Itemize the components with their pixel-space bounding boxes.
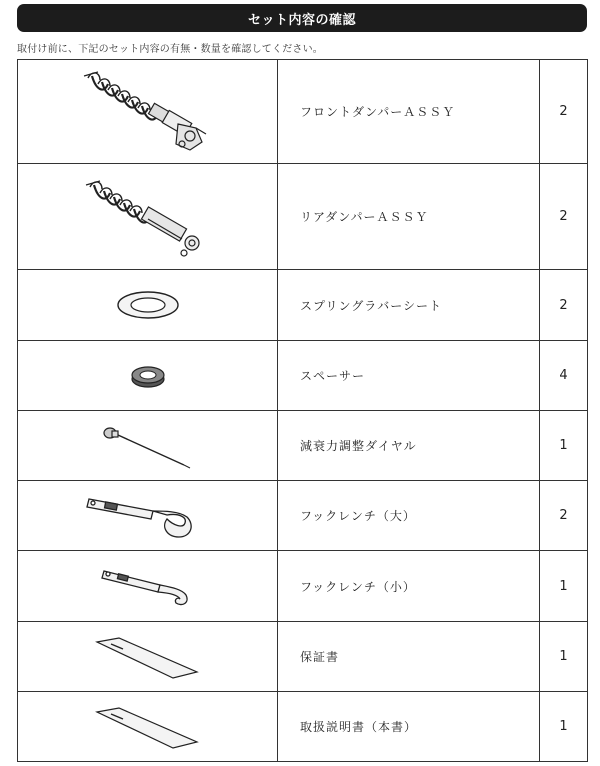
image-cell	[18, 164, 278, 270]
image-cell	[18, 60, 278, 164]
spring-rubber-seat-icon	[108, 285, 188, 325]
part-name: リアダンパーＡＳＳＹ	[278, 164, 540, 270]
parts-table	[17, 59, 588, 762]
damping-adjust-dial-icon	[98, 421, 198, 471]
part-quantity: 1	[540, 411, 588, 481]
hook-wrench-small-icon	[98, 561, 198, 611]
part-quantity: 1	[540, 551, 588, 622]
part-name: スプリングラバーシート	[278, 270, 540, 341]
part-name: フックレンチ（大）	[278, 481, 540, 551]
part-quantity: 1	[540, 692, 588, 762]
part-name: スペーサー	[278, 341, 540, 411]
table-row	[18, 341, 588, 411]
part-quantity: 2	[540, 60, 588, 164]
table-row	[18, 622, 588, 692]
image-cell	[18, 270, 278, 341]
part-name: 保証書	[278, 622, 540, 692]
image-cell	[18, 622, 278, 692]
part-quantity: 4	[540, 341, 588, 411]
image-cell	[18, 481, 278, 551]
part-quantity: 1	[540, 622, 588, 692]
instruction-text: 取付け前に、下記のセット内容の有無・数量を確認してください。	[17, 44, 323, 55]
table-row	[18, 60, 588, 164]
image-cell	[18, 551, 278, 622]
part-quantity: 2	[540, 270, 588, 341]
front-damper-assy-icon	[78, 64, 218, 160]
spacer-icon	[118, 356, 178, 396]
warranty-card-icon	[93, 632, 203, 682]
part-name: 減衰力調整ダイヤル	[278, 411, 540, 481]
table-row	[18, 164, 588, 270]
rear-damper-assy-icon	[78, 169, 218, 265]
table-row	[18, 481, 588, 551]
part-quantity: 2	[540, 164, 588, 270]
table-row	[18, 551, 588, 622]
part-name: 取扱説明書（本書）	[278, 692, 540, 762]
part-name: フックレンチ（小）	[278, 551, 540, 622]
image-cell	[18, 411, 278, 481]
part-name: フロントダンパーＡＳＳＹ	[278, 60, 540, 164]
table-row	[18, 270, 588, 341]
page-title: セット内容の確認	[247, 12, 356, 28]
image-cell	[18, 692, 278, 762]
hook-wrench-large-icon	[83, 491, 213, 541]
part-quantity: 2	[540, 481, 588, 551]
table-row	[18, 692, 588, 762]
image-cell	[18, 341, 278, 411]
table-row	[18, 411, 588, 481]
instruction-manual-icon	[93, 702, 203, 752]
section-header	[17, 4, 587, 32]
